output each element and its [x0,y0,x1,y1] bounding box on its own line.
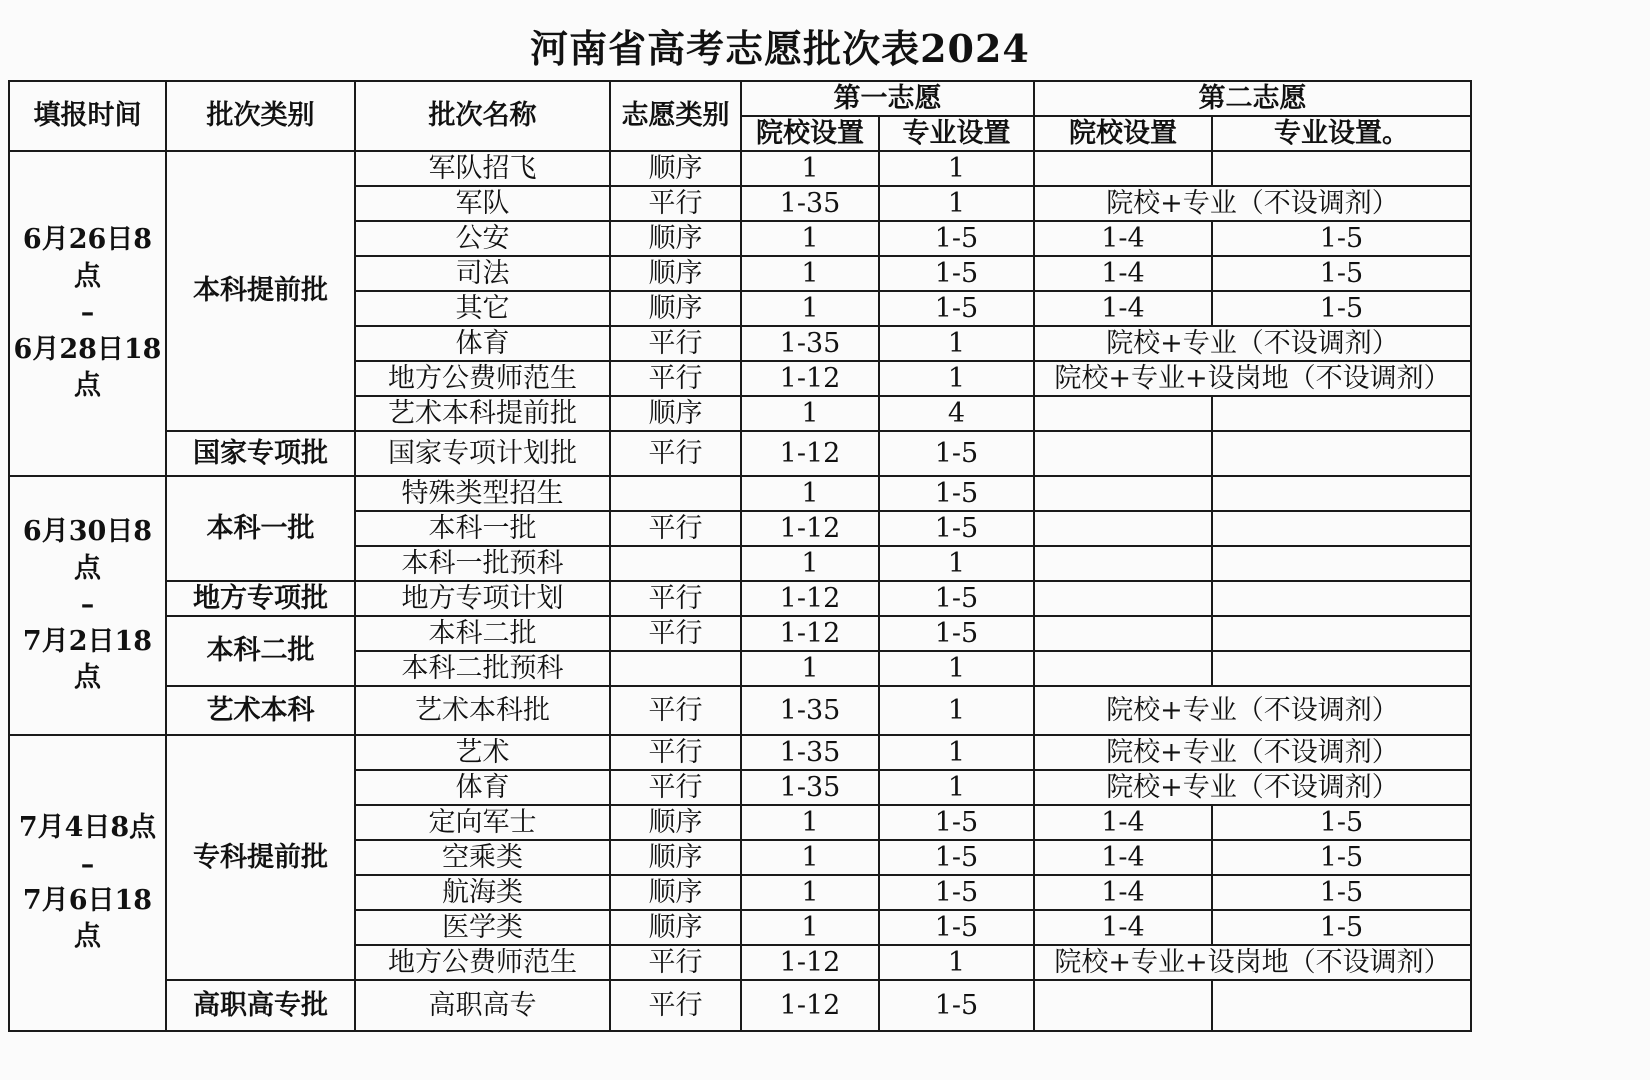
second-school-setting: 1-4 [1034,875,1212,910]
first-school-setting: 1 [741,910,879,945]
batch-category: 本科提前批 [166,151,355,431]
first-major-setting: 1 [879,651,1034,686]
first-school-setting: 1 [741,840,879,875]
second-school-setting [1034,581,1212,616]
second-choice-merged: 院校+专业（不设调剂） [1034,735,1471,770]
choice-type: 顺序 [610,875,741,910]
period-cell [9,151,166,476]
choice-type: 顺序 [610,840,741,875]
first-school-setting: 1-12 [741,581,879,616]
period-end: 7月6日18点 [22,885,153,953]
batch-category: 本科一批 [166,476,355,581]
header-category: 批次类别 [166,81,355,151]
choice-type: 平行 [610,735,741,770]
table-row [9,581,1471,616]
header-type: 志愿类别 [610,81,741,151]
choice-type: 平行 [610,686,741,735]
choice-type [610,476,741,511]
choice-type: 顺序 [610,291,741,326]
first-major-setting: 1-5 [879,840,1034,875]
choice-type: 顺序 [610,151,741,186]
second-choice-merged: 院校+专业（不设调剂） [1034,686,1471,735]
first-major-setting: 4 [879,396,1034,431]
first-school-setting: 1 [741,476,879,511]
header-school-1: 院校设置 [741,116,879,151]
choice-type [610,546,741,581]
second-school-setting [1034,151,1212,186]
first-school-setting: 1-35 [741,770,879,805]
batch-name: 空乘类 [355,840,610,875]
batch-name: 艺术本科提前批 [355,396,610,431]
first-school-setting: 1 [741,291,879,326]
second-major-setting [1212,581,1471,616]
first-school-setting: 1 [741,221,879,256]
first-major-setting: 1 [879,151,1034,186]
first-major-setting: 1 [879,186,1034,221]
batch-name: 司法 [355,256,610,291]
second-school-setting [1034,431,1212,476]
choice-type: 顺序 [610,256,741,291]
first-school-setting: 1 [741,256,879,291]
batch-name: 本科二批 [355,616,610,651]
second-major-setting: 1-5 [1212,805,1471,840]
period-end: 6月28日18 [13,333,162,365]
batch-name: 高职高专 [355,980,610,1031]
first-major-setting: 1-5 [879,431,1034,476]
choice-type: 顺序 [610,805,741,840]
first-major-setting: 1-5 [879,616,1034,651]
first-major-setting: 1-5 [879,581,1034,616]
first-school-setting: 1 [741,651,879,686]
choice-type: 顺序 [610,910,741,945]
first-school-setting: 1 [741,546,879,581]
batch-name: 地方公费师范生 [355,361,610,396]
choice-type: 平行 [610,770,741,805]
batch-category: 高职高专批 [166,980,355,1031]
first-major-setting: 1 [879,945,1034,980]
batch-name: 体育 [355,770,610,805]
header-time: 填报时间 [9,81,166,151]
first-school-setting: 1-12 [741,980,879,1031]
period-start: 6月30日8点 [22,516,153,584]
batch-name: 医学类 [355,910,610,945]
header-second-choice: 第二志愿 [1034,81,1471,116]
second-major-setting [1212,546,1471,581]
second-school-setting: 1-4 [1034,805,1212,840]
choice-type: 平行 [610,511,741,546]
second-school-setting: 1-4 [1034,910,1212,945]
second-major-setting: 1-5 [1212,875,1471,910]
batch-name: 特殊类型招生 [355,476,610,511]
first-school-setting: 1-35 [741,735,879,770]
first-major-setting: 1-5 [879,221,1034,256]
first-school-setting: 1 [741,396,879,431]
second-major-setting: 1-5 [1212,256,1471,291]
first-major-setting: 1-5 [879,875,1034,910]
batch-name: 本科一批预科 [355,546,610,581]
second-choice-merged: 院校+专业（不设调剂） [1034,326,1471,361]
batch-name: 艺术本科批 [355,686,610,735]
first-school-setting: 1-35 [741,186,879,221]
first-major-setting: 1-5 [879,910,1034,945]
choice-type: 平行 [610,945,741,980]
batch-name: 航海类 [355,875,610,910]
batch-category: 专科提前批 [166,735,355,980]
choice-type: 顺序 [610,396,741,431]
header-school-2: 院校设置 [1034,116,1212,151]
second-choice-merged: 院校+专业（不设调剂） [1034,770,1471,805]
batch-name: 定向军士 [355,805,610,840]
batch-category: 本科二批 [166,616,355,686]
second-major-setting [1212,616,1471,651]
choice-type: 平行 [610,616,741,651]
table-row [9,980,1471,1031]
first-major-setting: 1 [879,361,1034,396]
batch-category: 国家专项批 [166,431,355,476]
batch-table [8,80,1472,1032]
second-school-setting: 1-4 [1034,256,1212,291]
choice-type: 平行 [610,326,741,361]
header-major-1: 专业设置 [879,116,1034,151]
page-title: 河南省高考志愿批次表2024 [530,26,1030,71]
batch-name: 国家专项计划批 [355,431,610,476]
first-school-setting: 1-12 [741,511,879,546]
second-choice-merged: 院校+专业+设岗地（不设调剂） [1034,945,1471,980]
batch-name: 体育 [355,326,610,361]
period-cell [9,476,166,735]
first-school-setting: 1-35 [741,326,879,361]
first-school-setting: 1 [741,151,879,186]
second-school-setting: 1-4 [1034,221,1212,256]
first-major-setting: 1 [879,735,1034,770]
period-end: 7月2日18点 [22,625,153,694]
second-major-setting: 1-5 [1212,291,1471,326]
first-major-setting: 1 [879,326,1034,361]
second-major-setting [1212,511,1471,546]
period-start: 6月26日8点 [22,224,153,292]
second-school-setting: 1-4 [1034,291,1212,326]
choice-type: 平行 [610,361,741,396]
second-school-setting [1034,651,1212,686]
first-school-setting: 1 [741,875,879,910]
period-end-suffix: 点 [74,370,101,402]
first-school-setting: 1-12 [741,361,879,396]
batch-name: 本科一批 [355,511,610,546]
second-major-setting: 1-5 [1212,840,1471,875]
table-row [9,616,1471,651]
first-school-setting: 1-12 [741,616,879,651]
batch-name: 军队 [355,186,610,221]
first-major-setting: 1 [879,770,1034,805]
batch-category: 艺术本科 [166,686,355,735]
second-major-setting [1212,396,1471,431]
second-major-setting [1212,431,1471,476]
table-row [9,686,1471,735]
choice-type: 平行 [610,186,741,221]
second-school-setting [1034,980,1212,1031]
period-start: 7月4日8点 [18,812,157,844]
first-major-setting: 1-5 [879,511,1034,546]
second-major-setting: 1-5 [1212,221,1471,256]
second-school-setting: 1-4 [1034,840,1212,875]
period-dash: – [80,297,95,329]
second-school-setting [1034,476,1212,511]
table-row [9,476,1471,511]
first-school-setting: 1 [741,805,879,840]
second-school-setting [1034,396,1212,431]
first-school-setting: 1-12 [741,945,879,980]
first-school-setting: 1-35 [741,686,879,735]
period-cell [9,735,166,1031]
batch-name: 地方公费师范生 [355,945,610,980]
second-major-setting [1212,980,1471,1031]
choice-type: 顺序 [610,221,741,256]
batch-name: 军队招飞 [355,151,610,186]
table-row [9,431,1471,476]
first-major-setting: 1-5 [879,805,1034,840]
second-major-setting [1212,476,1471,511]
first-major-setting: 1-5 [879,476,1034,511]
period-dash: – [80,589,95,621]
second-school-setting [1034,546,1212,581]
batch-name: 地方专项计划 [355,581,610,616]
second-major-setting: 1-5 [1212,910,1471,945]
choice-type [610,651,741,686]
header-first-choice: 第一志愿 [741,81,1034,116]
header-name: 批次名称 [355,81,610,151]
choice-type: 平行 [610,980,741,1031]
first-major-setting: 1-5 [879,291,1034,326]
first-major-setting: 1 [879,686,1034,735]
choice-type: 平行 [610,431,741,476]
second-school-setting [1034,511,1212,546]
batch-name: 艺术 [355,735,610,770]
second-major-setting [1212,151,1471,186]
first-major-setting: 1-5 [879,256,1034,291]
table-row [9,735,1471,770]
period-dash: – [80,848,95,880]
batch-name: 本科二批预科 [355,651,610,686]
second-major-setting [1212,651,1471,686]
batch-category: 地方专项批 [166,581,355,616]
second-choice-merged: 院校+专业（不设调剂） [1034,186,1471,221]
second-choice-merged: 院校+专业+设岗地（不设调剂） [1034,361,1471,396]
first-major-setting: 1 [879,546,1034,581]
first-major-setting: 1-5 [879,980,1034,1031]
first-school-setting: 1-12 [741,431,879,476]
batch-name: 其它 [355,291,610,326]
second-school-setting [1034,616,1212,651]
choice-type: 平行 [610,581,741,616]
batch-name: 公安 [355,221,610,256]
header-major-2: 专业设置。 [1212,116,1471,151]
table-row [9,151,1471,186]
